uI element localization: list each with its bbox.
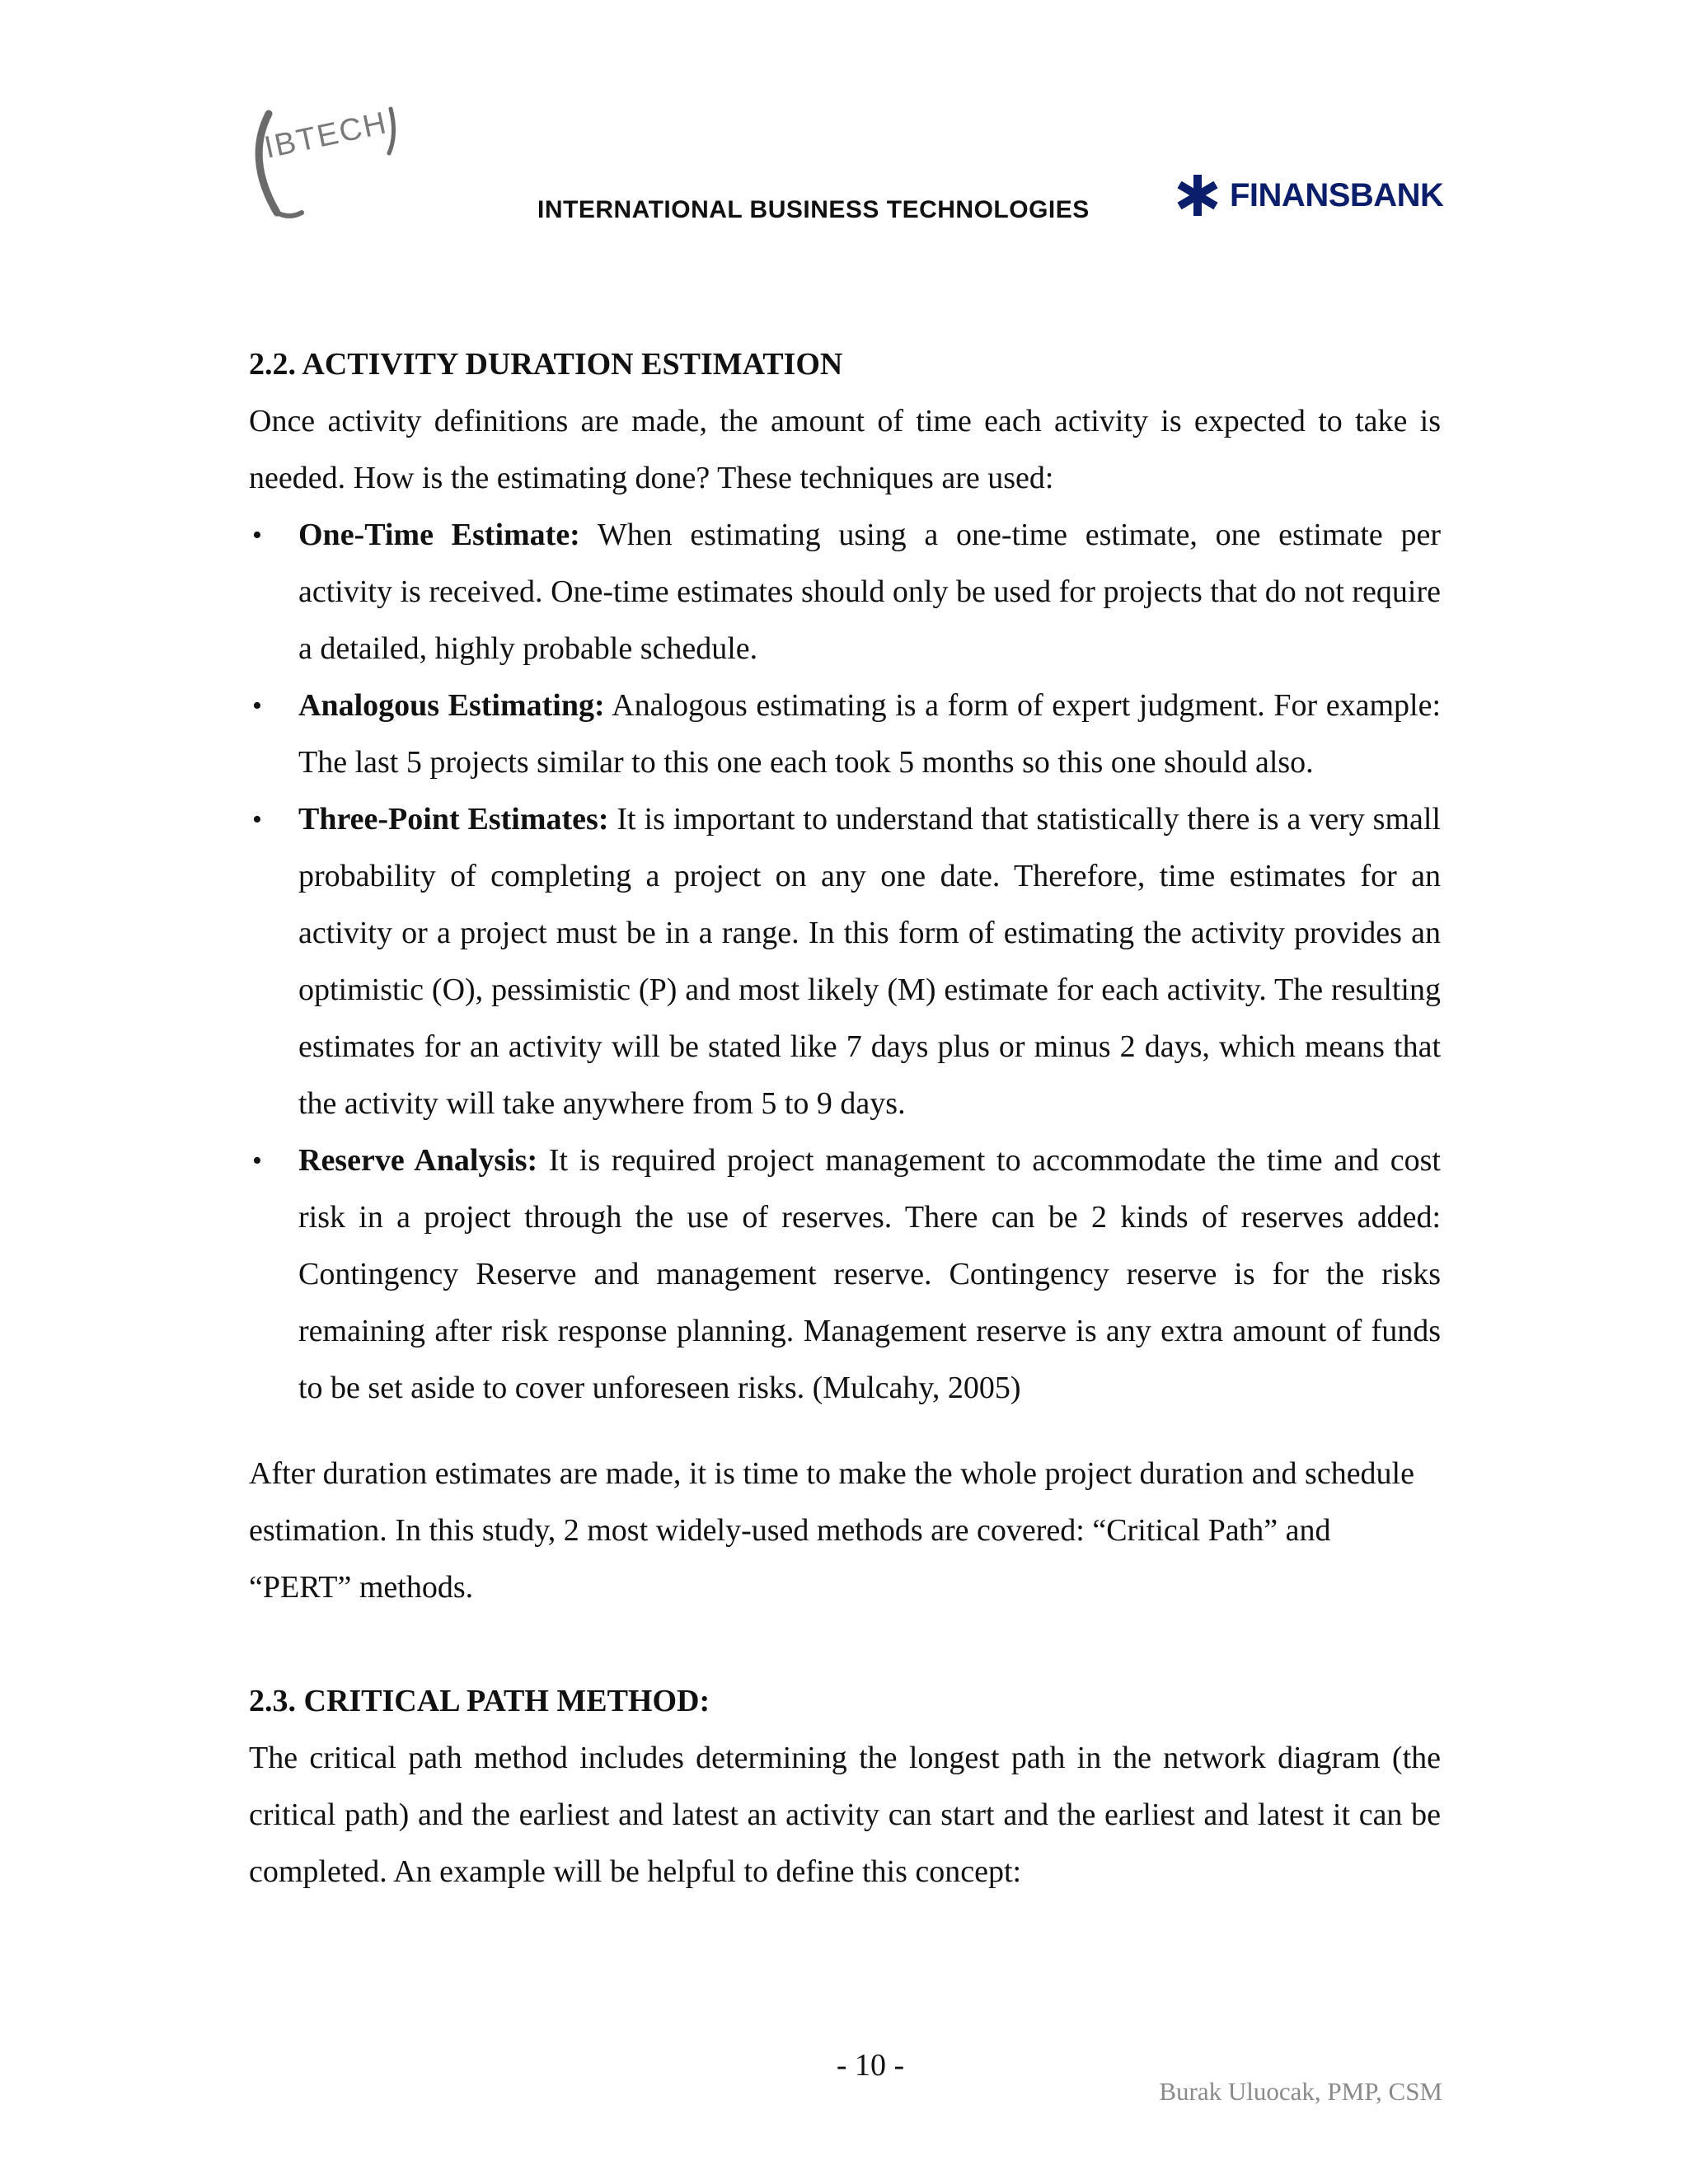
- list-item-text: It is important to understand that statistically there is a very small probability of completing a project on any one date. Therefore, time estimates for an activity or a project must be in a range. In this form of estimating the activity provides an optimistic (O), pessimistic (P) and most likely (M) estimate for each activity. The resulting estimates for an activity will be stated like 7 days plus or minus 2 days, which means that the activity will take anywhere from 5 to 9 days.: [298, 802, 1441, 1121]
- list-item: [249, 1132, 1441, 1417]
- list-item-text: Analogous estimating is a form of expert judgment. For example: The last 5 projects similar to this one each took 5 months so this one should also.: [298, 688, 1442, 780]
- intro-paragraph: Once activity definitions are made, the amount of time each activity is expected to take is needed. How is the estimating done? These techniques are used:: [249, 404, 1441, 495]
- list-item-term: Three-Point Estimates:: [298, 802, 609, 837]
- author-credit: Burak Uluocak, PMP, CSM: [1159, 2077, 1442, 2106]
- finansbank-wordmark: FINANSBANK: [1230, 176, 1444, 213]
- list-item-term: Reserve Analysis:: [298, 1143, 538, 1178]
- list-item: [249, 677, 1441, 791]
- bullet-icon: •: [252, 1146, 262, 1176]
- document-body: [249, 336, 1441, 1900]
- bullet-icon: •: [252, 520, 262, 551]
- finansbank-logo: [1174, 171, 1443, 219]
- critical-path-paragraph: The critical path method includes determining the longest path in the network diagram (the critical path) and the earliest and latest an activity can start and the earliest and latest it can be completed. An example will be helpful to define this concept:: [249, 1741, 1441, 1889]
- list-item-term: Analogous Estimating:: [298, 688, 605, 723]
- list-item-term: One-Time Estimate:: [298, 518, 580, 552]
- list-item: [249, 791, 1441, 1132]
- list-item-text: It is required project management to accommodate the time and cost risk in a project through the use of reserves. There can be 2 kinds of reserves added: Contingency Reserve and management reserve. Contingency reserve is for the risks remaining after risk response planning. Management reserve is any extra amount of funds to be set aside to cover unforeseen risks. (Mulcahy, 2005): [298, 1143, 1441, 1405]
- list-item: [249, 507, 1441, 677]
- list-item-text: When estimating using a one-time estimate, one estimate per activity is received. One-time estimates should only be used for projects that do not require a detailed, highly probable schedule.: [298, 518, 1441, 666]
- closing-paragraph: After duration estimates are made, it is time to make the whole project duration and schedule estimation. In this study, 2 most widely-used methods are covered: “Critical Path” and “PERT” methods.: [249, 1456, 1414, 1605]
- svg-text:IBTECH: IBTECH: [261, 105, 391, 166]
- header-title: INTERNATIONAL BUSINESS TECHNOLOGIES: [537, 196, 1090, 223]
- section-heading-2-2: 2.2. ACTIVITY DURATION ESTIMATION: [249, 347, 843, 382]
- page-number: - 10 -: [836, 2048, 905, 2083]
- section-heading-2-3: 2.3. CRITICAL PATH METHOD:: [249, 1684, 710, 1718]
- bullet-icon: •: [252, 804, 262, 835]
- technique-list: [249, 507, 1441, 1417]
- finansbank-star-icon: [1174, 171, 1221, 219]
- ibtech-logo: [244, 97, 417, 221]
- bullet-icon: •: [252, 691, 262, 721]
